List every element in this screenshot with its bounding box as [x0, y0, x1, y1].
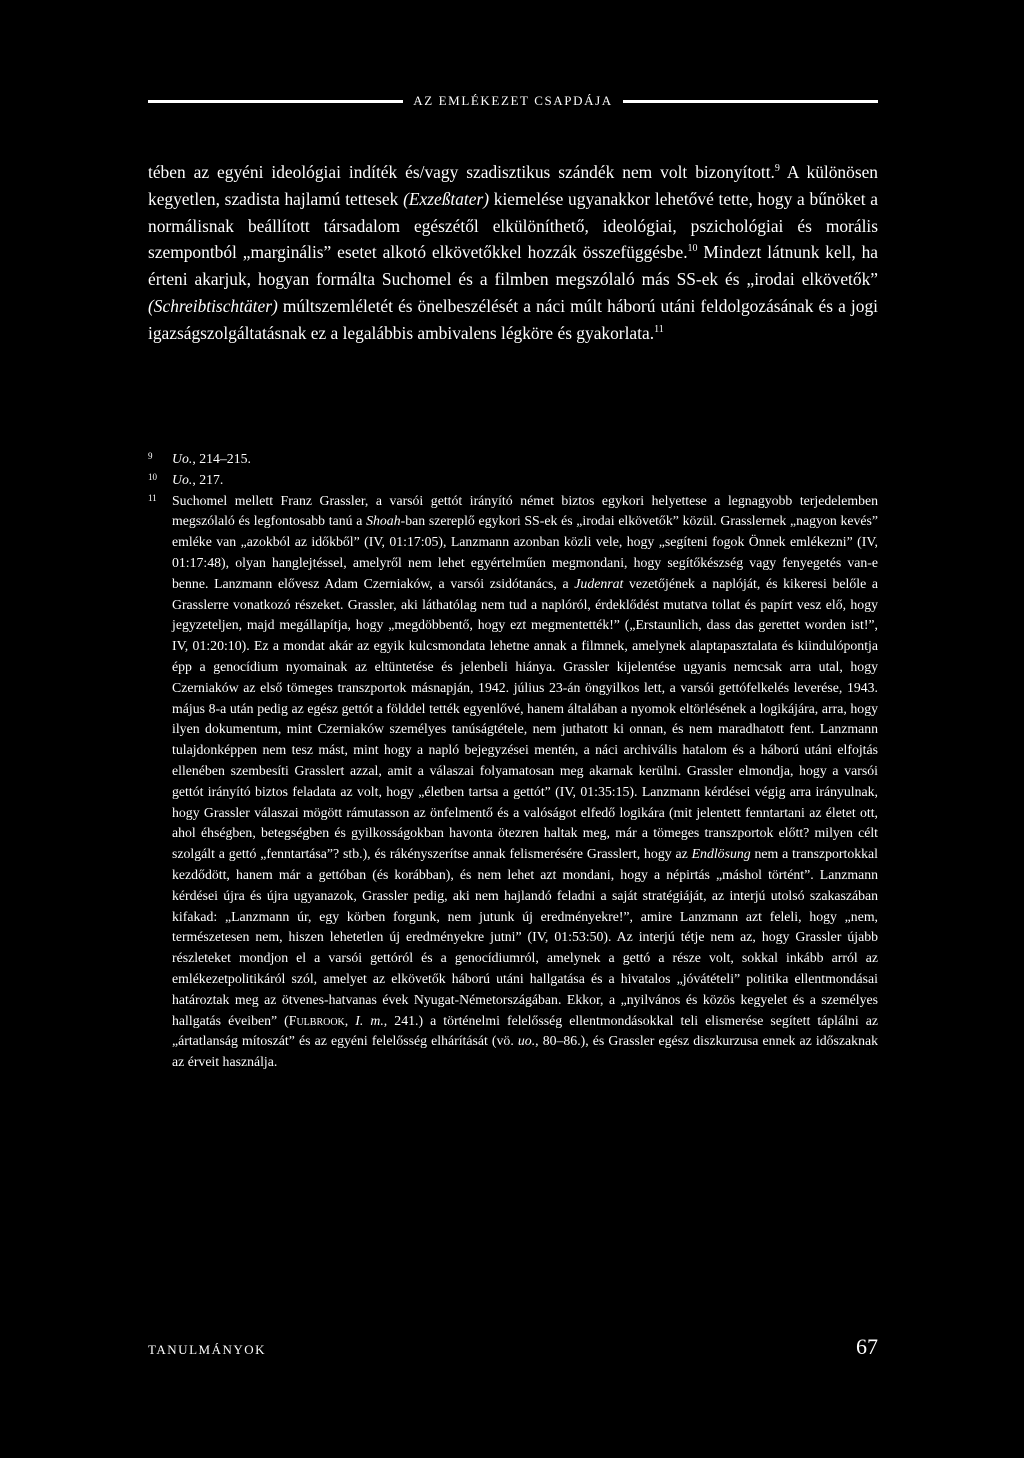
text-run: nem a transzportokkal kezdődött, hanem már a gettóban (és korábban), és nem lehet azt mondani, hogy a népirtás „máshol történt”. Lanzmann kérdései újra és újra ugyanazok, Grassler pedig, aki nem hajlandó feladni a saját stratégiáját, az interjú utolsó szakaszában kifakad: „Lanzmann úr, egy körben forgunk, nem jutunk új eredményekre!”, amire Lanzmann azt feleli, hogy „nem, természetesen nem, hiszen lehetetlen új eredményekre jutni” (IV, 01:53:50). Az interjú tétje nem az, hogy Grassler újabb részleteket mondjon el a varsói gettóról és a genocídiumról, amelynek a gettó a része volt, sokkal inkább arról az emlékezetpolitikáról szól, amelyet az elkövetők háború utáni hallgatása és a hivatalos „jóvátételi” politika ellentmondásai határoztak meg az ötvenes-hatvanas évek Nyugat-Németországában. Ekkor, a „nyilvános és közös kegyelet és a személyes hallgatás éveiben” ( — [172, 846, 878, 1028]
footer-section-label: TANULMÁNYOK — [148, 1342, 267, 1357]
running-header-title: AZ EMLÉKEZET CSAPDÁJA — [413, 93, 613, 108]
footnote-number: 10 — [148, 471, 157, 482]
term-endlosung: Endlösung — [691, 846, 751, 862]
text-run: Suchomel mellett Franz Grassler, a varsói gettót irányító német biztos egykori helyettese a legnagyobb terjedelemben megszólaló és legfontosabb tanú a — [172, 492, 878, 529]
text-run: -ban szereplő egykori SS-ek és „irodai elkövetők” közül. Grasslernek „nagyon kevés” emléke van „azokból az időkből” (IV, 01:17:05), Lanzmann azonban közli vele, hogy „segíteni fogok Önnek emlékezni” (IV, 01:17:48), olyan hanglejtéssel, amelyről nem lehet egyértelműen megmondani, hogy segítőkészség vagy fenyegetés van-e benne. Lanzmann elővesz Adam Czerniaków, a varsói zsidótanács, a — [172, 513, 879, 591]
footnote-ref-abbrev: Uo. — [172, 471, 193, 487]
footnote-number: 11 — [148, 492, 157, 503]
header-rule-right — [623, 100, 878, 103]
header-rule-left — [148, 100, 403, 103]
text-run: , 80–86.), és Grassler egész diszkurzusa ennek az időszaknak az érveit használja. — [172, 1033, 878, 1070]
text-run: A különösen kegyetlen, szadista hajlamú tettesek — [148, 162, 878, 209]
footnote-ref-11[interactable]: 11 — [654, 323, 664, 335]
footnote-ref-9[interactable]: 9 — [774, 163, 780, 174]
author-name: Fulbrook — [288, 1012, 345, 1028]
running-header — [148, 93, 878, 109]
footnote-ref-abbrev: Uo. — [172, 451, 193, 466]
term-schreibtischtater: (Schreibtischtäter) — [148, 295, 278, 316]
paragraph — [148, 159, 878, 347]
page-footer — [148, 1334, 878, 1360]
text-run: , — [344, 1012, 356, 1028]
ref-abbrev: I. m. — [355, 1012, 384, 1028]
footnote-11 — [148, 491, 878, 1073]
footnote-10 — [148, 470, 878, 491]
footnotes — [148, 449, 878, 1073]
footnote-ref-10[interactable]: 10 — [687, 243, 698, 255]
text-run: vezetőjének a naplóját, és kikeresi belőle a Grasslerre vonatkozó részeket. Grassler, aki láthatólag nem tud a naplóról, érdeklődést mutatva tollat és papírt vesz elő, hogy jegyzeteljen, majd megállapítja, hogy „megdöbbentő, hogy ezt megmentették!” („Erstaunlich, dass das gerettet worden ist!”, IV, 01:20:10). Ez a mondat akár az egyik kulcsmondata lehetne annak a filmnek, amelynek alaptapasztalata és kiindulópontja épp a genocídium nyomainak az eltüntetése és jelenbeli hiánya. Grassler kijelentése ugyanis nemcsak arra utal, hogy Czerniaków az első tömeges transzportok másnapján, 1942. július 23-án öngyilkos lett, a varsói gettófelkelés leverése, 1943. május 8-a után pedig az egész gettót a földdel tették egyenlővé, hanem általában a nyomok eltörlésének a logikájára, arra, hogy ilyen dokumentum, mint Czerniaków személyes tanúságtétele, nem juthatott ki onnan, és nem maradhatott fent. Lanzmann tulajdonképpen nem tesz mást, mint hogy a napló bejegyzései mentén, a náci archivális hatalom és a háború utáni elfojtás ellenében szembesíti Grasslert azzal, amit a válaszai folyamatosan meg akarnak kerülni. Grassler elmondja, hogy a varsói gettót irányító biztos feladata az volt, hogy „életben tartsa a gettót” (IV, 01:35:15). Lanzmann kérdései végig arra irányulnak, hogy Grassler válaszai mögött rámutasson az önfelmentő és a valóságot elfedő logikára (mit jelentett fenntartani az életet ott, ahol éhségben, betegségben és gyilkosságokban havonta ötezren haltak meg, már a tömeges transzportok előtt? milyen célt szolgált a gettó „fenntartása”? stb.), és rákényszerítse annak felismerésére Grasslert, hogy az — [172, 575, 878, 862]
film-title: Shoah — [366, 513, 401, 529]
text-run: Mindezt látnunk kell, ha érteni akarjuk, hogyan formálta Suchomel és a filmben megszólaló más SS-ek és „irodai elkövetők” — [148, 242, 878, 290]
term-exzesstater: (Exzeßtater) — [403, 188, 490, 209]
page-number: 67 — [856, 1334, 878, 1359]
footnote-9 — [148, 449, 878, 470]
main-paragraph — [148, 159, 878, 347]
text-run: múltszemléletét és önelbeszélését a náci múlt háború utáni feldolgozásának és a jogi igazságszolgáltatásnak ez a legalábbis ambivalens légköre és gyakorlata. — [148, 295, 878, 343]
term-judenrat: Judenrat — [574, 575, 624, 591]
footnote-pages: , 217. — [192, 471, 224, 487]
text-run: tében az egyéni ideológiai indíték és/vagy szadisztikus szándék nem volt bizonyított. — [148, 162, 775, 182]
text-run: kiemelése ugyanakkor lehetővé tette, hogy a bűnöket a normálisnak beállított társadalom egészétől elkülöníthető, ideológiai, pszichológiai és morális szempontból „marginális” esetet alkotó elkövetőkkel hozzák összefüggésbe. — [148, 188, 878, 263]
text-run: , 241.) a történelmi felelősség ellentmondásokkal teli elismerése segített táplálni az „ártatlanság mítoszát” és az egyéni felelősség elhárítását (vö. — [172, 1012, 879, 1049]
ref-abbrev: uo. — [517, 1033, 536, 1049]
footnote-pages: , 214–215. — [192, 451, 251, 466]
footnote-number: 9 — [148, 451, 153, 461]
